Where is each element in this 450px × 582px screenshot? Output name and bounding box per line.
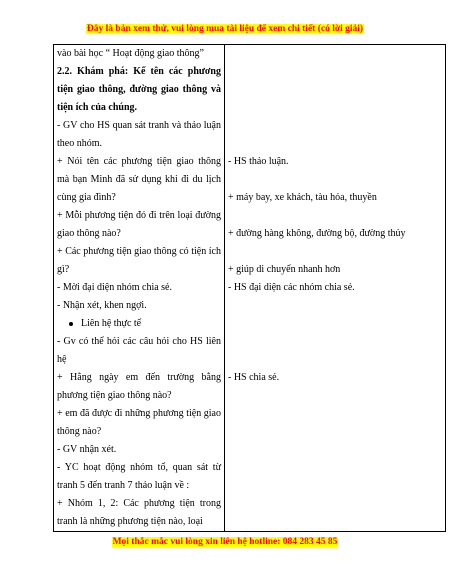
list-item: - Mời đại diện nhóm chia sẻ. [57,282,172,293]
section-heading: 2.2. Khám phá: Kể tên các phương tiện giao thông, đường giao thông và tiện ích của chúng. [57,66,221,113]
list-item: - Gv có thể hỏi các câu hỏi cho HS liên hệ [57,336,221,365]
spacer [228,45,442,153]
list-item: - HS chia sẻ. [228,372,280,383]
student-activities-cell [225,45,446,532]
list-item: - GV cho HS quan sát tranh và thảo luận theo nhóm. [57,120,221,149]
hotline-text: Mọi thắc mắc vui lòng xin liên hệ hotline: 084 283 45 85 [112,537,338,547]
spacer [228,297,442,369]
spacer [228,171,442,189]
preview-notice-text: Đây là bản xem thử, vui lòng mua tài liệu để xem chi tiết (có lời giải) [86,24,364,34]
list-item: + Các phương tiện giao thông có tiện ích gì? [57,246,221,275]
list-item: - HS thảo luận. [228,156,289,167]
hotline-banner [0,537,450,547]
bullet-label: Liên hệ thực tế [81,318,142,329]
list-item: + Nói tên các phương tiện giao thông mà bạn Minh đã sử dụng khi đi du lịch cùng gia đình? [57,156,221,203]
bullet-icon [69,322,73,326]
spacer [228,207,442,225]
list-item: + em đã được đi những phương tiện giao thông nào? [57,408,221,437]
list-item: - YC hoạt động nhóm tổ, quan sát từ tranh 5 đến tranh 7 thảo luận về : [57,462,221,491]
list-item: + giúp di chuyển nhanh hơn [228,264,341,275]
list-item: - HS đại diện các nhóm chia sẻ. [228,282,355,293]
list-item: + Mỗi phương tiện đó đi trên loại đường giao thông nào? [57,210,221,239]
list-item: + Nhóm 1, 2: Các phương tiện trong tranh là những phương tiện nào, loại [57,498,221,527]
list-item: + đường hàng không, đường bộ, đường thủy [228,228,406,239]
list-item: + máy bay, xe khách, tàu hỏa, thuyền [228,192,377,203]
list-item: - GV nhận xét. [57,444,117,455]
list-item: vào bài học “ Hoạt động giao thông” [57,48,204,59]
list-item: + Hằng ngày em đến trường bằng phương tiện giao thông nào? [57,372,221,401]
table-row [54,45,446,532]
preview-notice-banner [0,24,450,34]
teacher-activities-cell [54,45,225,532]
spacer [228,243,442,261]
bullet-item [57,315,221,333]
lesson-plan-table [53,44,446,532]
list-item: - Nhận xét, khen ngợi. [57,300,147,311]
